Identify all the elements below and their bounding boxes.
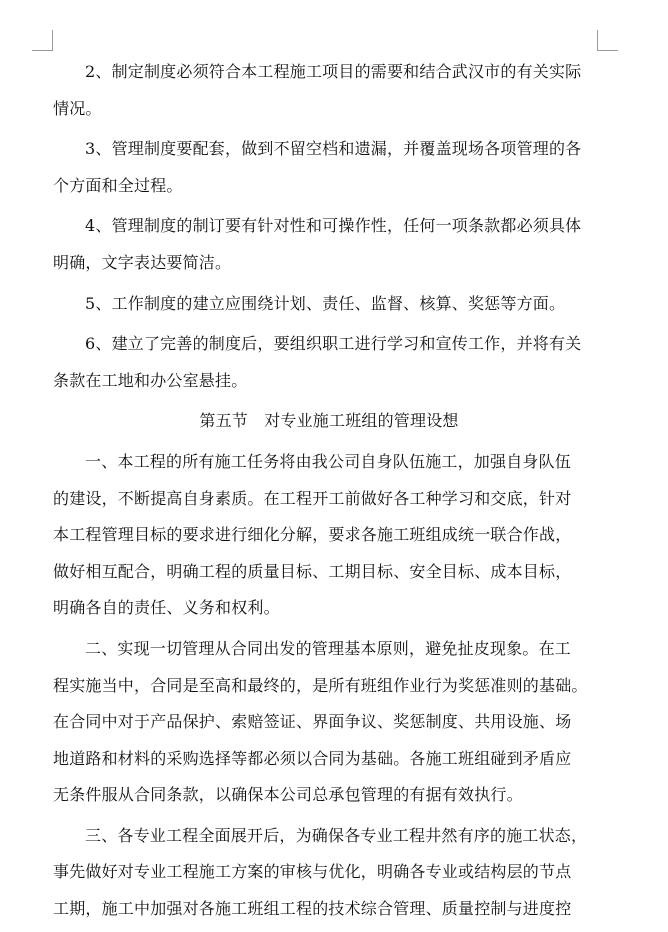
text-line: 个方面和全过程。	[53, 175, 183, 195]
paragraph-3	[53, 131, 605, 204]
text-line: 程实施当中，合同是至高和最终的，是所有班组作业行为奖惩准则的基础。	[53, 675, 588, 695]
section-heading: 第五节 对专业施工班组的管理设想	[199, 411, 459, 431]
text-line: 三、各专业工程全面展开后，为确保各专业工程井然有序的施工状态，	[85, 825, 588, 845]
text-line: 3、管理制度要配套，做到不留空档和遗漏，并覆盖现场各项管理的各	[85, 139, 582, 159]
text-line: 4、管理制度的制订要有针对性和可操作性，任何一项条款都必须具体	[85, 216, 582, 236]
text-line: 二、实现一切管理从合同出发的管理基本原则，避免扯皮现象。在工	[85, 638, 572, 658]
text-line: 工期，施工中加强对各施工班组工程的技术综合管理、质量控制与进度控	[53, 899, 572, 919]
text-line: 明确，文字表达要简洁。	[53, 252, 232, 272]
text-line: 本工程管理目标的要求进行细化分解，要求各施工班组成统一联合作战，	[53, 525, 572, 545]
crop-mark-top-right	[597, 30, 618, 51]
text-line: 5、工作制度的建立应围绕计划、责任、监督、核算、奖惩等方面。	[85, 293, 566, 313]
section-paragraph-1	[53, 444, 605, 627]
section-paragraph-2	[53, 631, 605, 814]
text-line: 6、建立了完善的制度后，要组织职工进行学习和宣传工作，并将有关	[85, 334, 582, 354]
text-line: 2、制定制度必须符合本工程施工项目的需要和结合武汉市的有关实际	[85, 62, 582, 81]
paragraph-6	[53, 326, 605, 399]
section-paragraph-3	[53, 818, 605, 928]
text-line: 地道路和材料的采购选择等都必须以合同为基础。各施工班组碰到矛盾应	[53, 748, 572, 768]
text-line: 的建设，不断提高自身素质。在工程开工前做好各工种学习和交底，针对	[53, 488, 572, 508]
text-line: 情况。	[53, 98, 102, 118]
text-line: 条款在工地和办公室悬挂。	[53, 370, 248, 390]
text-line: 事先做好对专业工程施工方案的审核与优化，明确各专业或结构层的节点	[53, 862, 572, 882]
paragraph-2	[53, 54, 605, 127]
text-line: 无条件服从合同条款，以确保本公司总承包管理的有据有效执行。	[53, 785, 523, 805]
text-line: 一、本工程的所有施工任务将由我公司自身队伍施工，加强自身队伍	[85, 451, 572, 471]
text-line: 明确各自的责任、义务和权利。	[53, 598, 280, 618]
paragraph-5	[53, 286, 605, 323]
crop-mark-top-left	[32, 30, 53, 51]
document-body	[53, 54, 605, 932]
text-line: 做好相互配合，明确工程的质量目标、工期目标、安全目标、成本目标，	[53, 561, 572, 581]
text-line: 在合同中对于产品保护、索赔签证、界面争议、奖惩制度、共用设施、场	[53, 712, 572, 732]
paragraph-4	[53, 208, 605, 281]
